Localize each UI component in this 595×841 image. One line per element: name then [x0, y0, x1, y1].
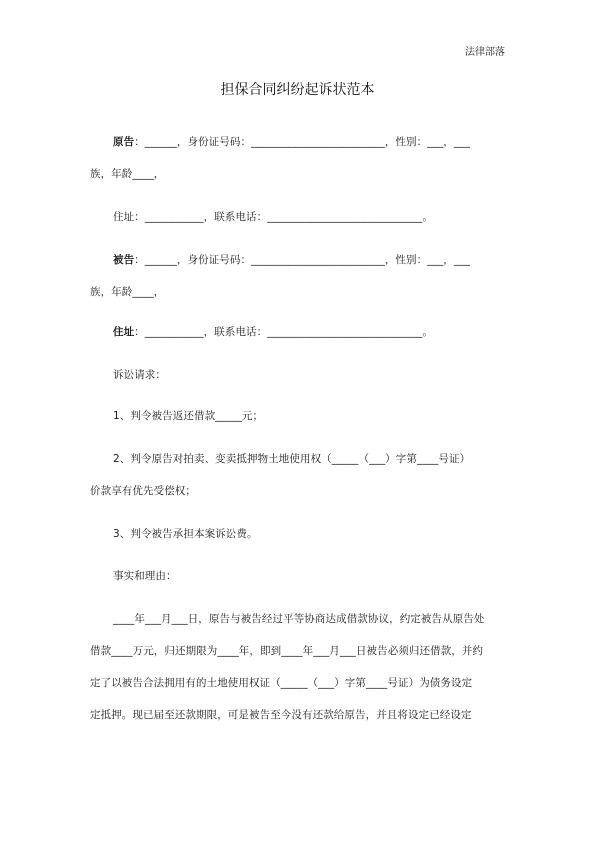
- claim-3: 3、判令被告承担本案诉讼费。: [113, 528, 258, 540]
- plaintiff-line-1-text: ：______，身份证号码：_________________________，性别：___，___: [134, 136, 470, 148]
- header-brand: 法律部落: [465, 47, 505, 58]
- plaintiff-line-2: 族，年龄____，: [90, 168, 165, 180]
- claims-heading: 诉讼请求：: [113, 369, 166, 381]
- plaintiff-address: 住址：___________，联系电话：_____________________________。: [113, 211, 433, 223]
- defendant-line-2: 族，年龄____，: [90, 286, 165, 298]
- defendant-address-label: 住址: [113, 326, 135, 338]
- facts-line-3: 定了以被告合法拥用有的土地使用权证（_____（___）字第____号证）为债务设定: [90, 677, 473, 689]
- claim-2-line-2: 价款享有优先受偿权；: [90, 485, 196, 497]
- defendant-line-1-text: ：______，身份证号码：_________________________，性别：___，___: [134, 254, 470, 266]
- claim-1: 1、判令被告返还借款_____元；: [113, 410, 264, 422]
- defendant-label: 被告: [113, 254, 135, 266]
- plaintiff-line-1: [113, 134, 470, 149]
- plaintiff-label: 原告: [113, 136, 135, 148]
- facts-line-1: ____年___月___日，原告与被告经过平等协商达成借款协议，约定被告从原告处: [113, 613, 485, 625]
- defendant-address: [113, 324, 433, 339]
- facts-line-2: 借款____万元，归还期限为____年，即到____年___月___日被告必须归还借款，并约: [90, 645, 484, 657]
- facts-heading: 事实和理由：: [113, 570, 177, 582]
- claim-2-line-1: 2、判令原告对拍卖、变卖抵押物土地使用权（_____（___）字第____号证）: [113, 453, 471, 465]
- defendant-address-text: ：___________，联系电话：_____________________________。: [134, 326, 434, 338]
- facts-line-4: 定抵押。现已届至还款期限，可是被告至今没有还款给原告，并且将设定已经设定: [90, 709, 472, 721]
- defendant-line-1: [113, 252, 470, 267]
- page-title: 担保合同纠纷起诉状范本: [220, 82, 375, 98]
